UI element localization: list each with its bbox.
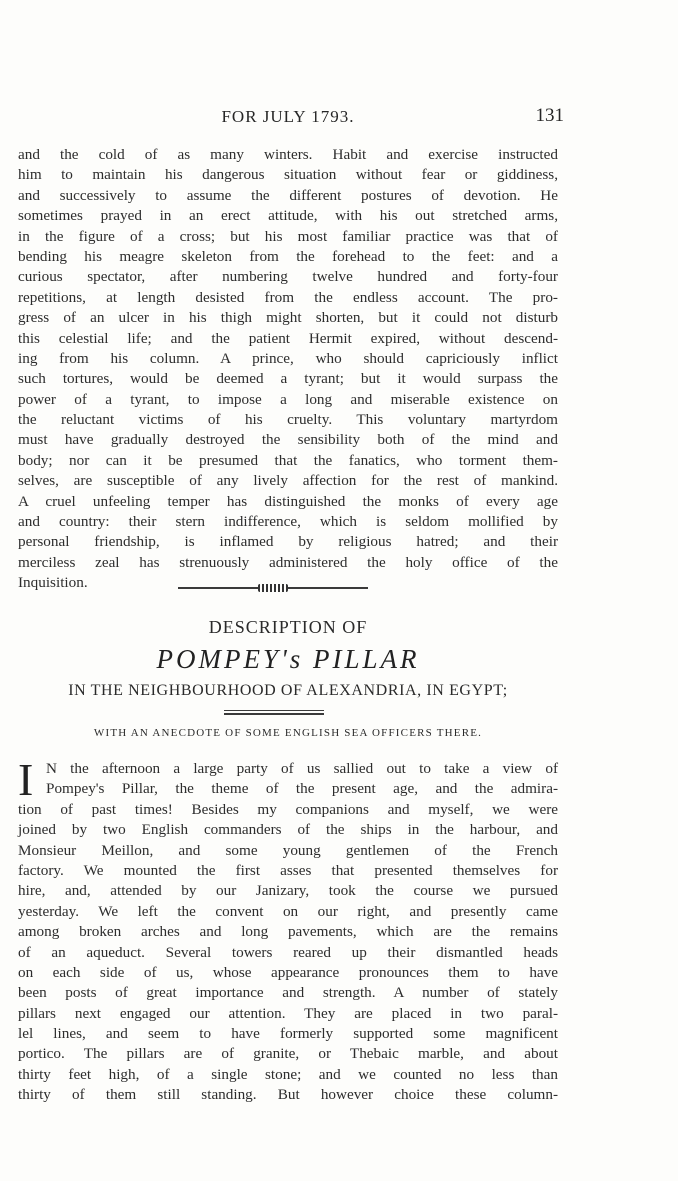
text-line: power of a tyrant, to impose a long and miserable existence on	[18, 390, 558, 408]
text-line: and country: their stern indifference, which is seldom mollified by	[18, 513, 558, 531]
paragraph-hermit	[18, 145, 558, 594]
page-number: 131	[535, 105, 564, 126]
text-line: tion of past times! Besides my companions and myself, we were	[18, 800, 558, 818]
text-line: A cruel unfeeling temper has distinguished the monks of every age	[18, 492, 558, 510]
text-line: body; nor can it be presumed that the fanatics, who torment them-	[18, 451, 558, 469]
article-heading-description: DESCRIPTION OF	[208, 617, 368, 637]
text-line: and the cold of as many winters. Habit and exercise instructed	[18, 146, 558, 163]
text-line: and successively to assume the different postures of devotion. He	[18, 186, 558, 204]
text-line: curious spectator, after numbering twelve hundred and forty-four	[18, 268, 558, 286]
text-line: Inquisition.	[18, 574, 88, 592]
text-line: thirty feet high, of a single stone; and we counted no less than	[18, 1065, 558, 1083]
text-line: this celestial life; and the patient Hermit expired, without descend-	[18, 329, 558, 347]
text-line: hire, and, attended by our Janizary, took the course we pursued	[18, 882, 558, 900]
running-head	[18, 105, 564, 133]
text-line: joined by two English commanders of the ships in the harbour, and	[18, 821, 558, 839]
text-line: Pompey's Pillar, the theme of the present age, and the admira-	[46, 780, 558, 798]
text-line: such tortures, would be deemed a tyrant; but it would surpass the	[18, 370, 558, 388]
text-line: personal friendship, is inflamed by religious hatred; and their	[18, 533, 558, 551]
text-line: factory. We mounted the first asses that presented themselves for	[18, 861, 558, 879]
text-line: repetitions, at length desisted from the endless account. The pro-	[18, 288, 558, 306]
article-title: POMPEY's PILLAR	[156, 644, 420, 674]
text-line: portico. The pillars are of granite, or Thebaic marble, and about	[18, 1045, 558, 1063]
text-line: bending his meagre skeleton from the forehead to the feet: and a	[18, 247, 558, 265]
text-line: selves, are susceptible of any lively affection for the rest of mankind.	[18, 472, 558, 490]
text-line: in the figure of a cross; but his most familiar practice was that of	[18, 227, 558, 245]
paragraph-pompeys-pillar	[18, 754, 558, 1106]
text-line: pillars next engaged our attention. They are placed in two paral-	[18, 1004, 558, 1022]
text-line: lel lines, and seem to have formerly supported some magnificent	[18, 1025, 558, 1043]
text-line: gress of an ulcer in his thigh might shorten, but it could not disturb	[18, 309, 558, 327]
text-line: yesterday. We left the convent on our right, and presently came	[18, 902, 558, 920]
drop-cap: I	[18, 754, 34, 805]
text-line: on each side of us, whose appearance pronounces them to have	[18, 963, 558, 981]
heading-double-rule	[224, 710, 324, 716]
text-line: thirty of them still standing. But however choice these column-	[18, 1086, 558, 1104]
text-line: him to maintain his dangerous situation without fear or giddiness,	[18, 166, 558, 184]
article-subtitle: WITH AN ANECDOTE OF SOME ENGLISH SEA OFFICERS THERE.	[93, 727, 483, 739]
text-line: merciless zeal has strenuously administered the holy office of the	[18, 553, 558, 571]
text-line: among broken arches and long pavements, which are the remains	[18, 923, 558, 941]
text-line: must have gradually destroyed the sensibility both of the mind and	[18, 431, 558, 449]
text-line: of an aqueduct. Several towers reared up their dismantled heads	[18, 943, 558, 961]
text-line: the reluctant victims of his cruelty. This voluntary martyrdom	[18, 411, 558, 429]
section-divider-ornament	[178, 586, 368, 590]
text-line: N the afternoon a large party of us sallied out to take a view of	[46, 760, 558, 777]
text-line: sometimes prayed in an erect attitude, with his out stretched arms,	[18, 207, 558, 225]
running-title: FOR JULY 1793.	[221, 107, 355, 126]
text-line: been posts of great importance and strength. A number of stately	[18, 984, 558, 1002]
article-location: IN THE NEIGHBOURHOOD OF ALEXANDRIA, IN EGYPT;	[68, 682, 508, 699]
text-line: Monsieur Meillon, and some young gentlemen of the French	[18, 841, 558, 859]
text-line: ing from his column. A prince, who should capriciously inflict	[18, 349, 558, 367]
